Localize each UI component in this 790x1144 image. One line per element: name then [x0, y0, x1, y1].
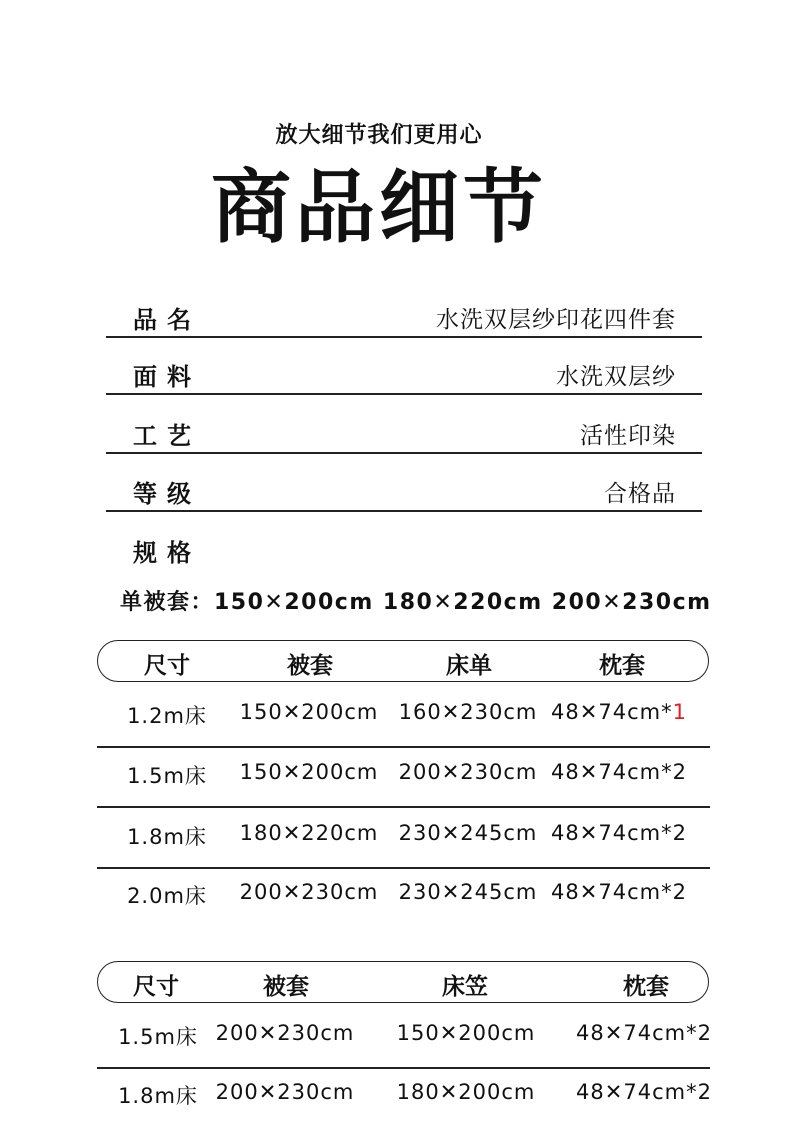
table-cell: 48✕74cm*2: [576, 1080, 712, 1104]
table-header-cell: 尺寸: [144, 653, 190, 679]
spec-value: 合格品: [604, 481, 676, 507]
single-cover-sizes: 单被套：150✕200cm 180✕220cm 200✕230cm: [120, 590, 712, 615]
table-cell: 200✕230cm: [239, 880, 379, 904]
table-header-cell: 枕套: [599, 653, 645, 679]
spec-row-craft: [106, 412, 702, 454]
table-cell: 1.2m床: [127, 704, 207, 728]
table-cell: 48✕74cm*2: [551, 821, 687, 845]
page-title: 商品细节: [211, 161, 547, 254]
table-header-cell: 尺寸: [133, 974, 179, 1000]
spec-label: 规格: [133, 539, 201, 567]
table-cell: 2.0m床: [127, 884, 207, 908]
table-cell: 1.8m床: [118, 1084, 198, 1108]
spec-value: 活性印染: [580, 423, 676, 449]
table-cell: 200✕230cm: [215, 1080, 355, 1104]
pillowcase-count: 1: [672, 700, 687, 724]
table-cell: [551, 700, 687, 724]
table-row: [97, 868, 710, 926]
table-cell: 48✕74cm*2: [551, 760, 687, 784]
table-cell: 48✕74cm*2: [576, 1021, 712, 1045]
spec-row-fabric: [106, 353, 702, 395]
spec-label: 品名: [133, 306, 201, 334]
spec-row-grade: [106, 470, 702, 512]
table-row: [97, 748, 710, 808]
table-header-cell: 被套: [263, 974, 309, 1000]
page-subtitle: 放大细节我们更用心: [275, 123, 483, 148]
table-header-cell: 枕套: [623, 974, 669, 1000]
spec-row-name: [106, 296, 702, 338]
table-cell: 48✕74cm*2: [551, 880, 687, 904]
table-cell: 1.5m床: [127, 764, 207, 788]
table-header-cell: 床笠: [442, 974, 488, 1000]
table-cell: 1.8m床: [127, 825, 207, 849]
spec-label: 等级: [133, 480, 201, 508]
table-cell: 1.5m床: [118, 1025, 198, 1049]
table-header-cell: 床单: [446, 653, 492, 679]
table-cell: 150✕200cm: [396, 1021, 536, 1045]
table-cell: 200✕230cm: [398, 760, 538, 784]
table-cell: 150✕200cm: [239, 700, 379, 724]
table-row: [97, 1009, 710, 1069]
table-row: [97, 1068, 710, 1126]
spec-label: 工艺: [133, 422, 201, 450]
table-row: [97, 809, 710, 869]
pillowcase-size: 48✕74cm*: [551, 700, 673, 724]
spec-value: 水洗双层纱印花四件套: [436, 307, 676, 333]
table-row: [97, 688, 710, 748]
table-cell: 200✕230cm: [215, 1021, 355, 1045]
table-cell: 180✕220cm: [239, 821, 379, 845]
table-cell: 230✕245cm: [398, 880, 538, 904]
table-cell: 160✕230cm: [398, 700, 538, 724]
spec-label: 面料: [133, 363, 201, 391]
table2-header: [97, 961, 709, 1003]
table-header-cell: 被套: [287, 653, 333, 679]
table-cell: 180✕200cm: [396, 1080, 536, 1104]
spec-value: 水洗双层纱: [556, 364, 676, 390]
table1-header: [97, 640, 709, 682]
table-cell: 230✕245cm: [398, 821, 538, 845]
table-cell: 150✕200cm: [239, 760, 379, 784]
spec-row-size: [106, 529, 702, 569]
